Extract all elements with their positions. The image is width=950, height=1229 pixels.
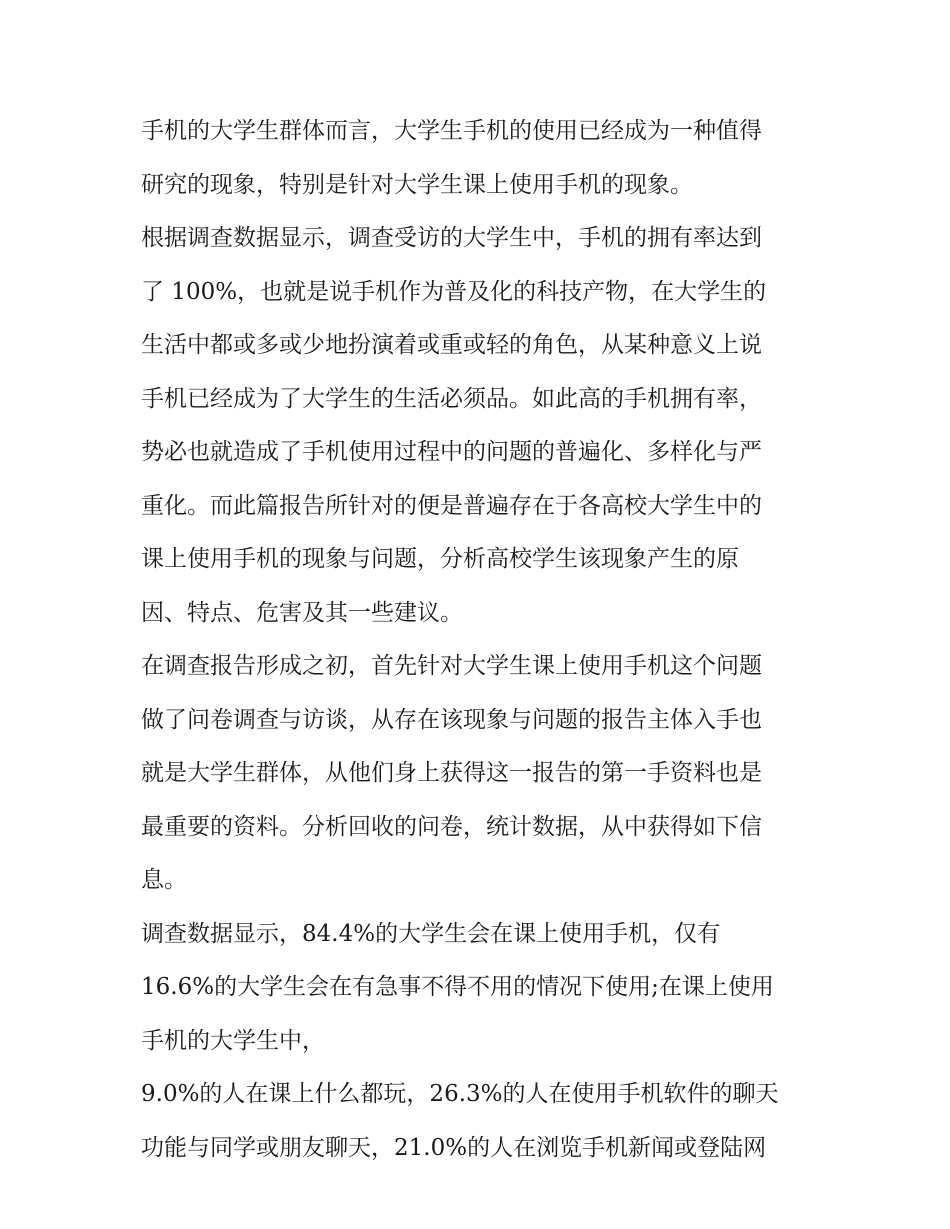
text-line: 生活中都或多或少地扮演着或重或轻的角色，从某种意义上说 [141,332,762,358]
text-line: 课上使用手机的现象与问题，分析高校学生该现象产生的原 [141,546,739,572]
text-line: 因、特点、危害及其一些建议。 [141,599,463,626]
text-line: 最重要的资料。分析回收的问卷，统计数据，从中获得如下信 [141,813,762,840]
text-line: 就是大学生群体，从他们身上获得这一报告的第一手资料也是 [141,760,762,786]
text-line: 在调查报告形成之初，首先针对大学生课上使用手机这个问题 [141,653,762,679]
text-line: 调查数据显示，84.4%的大学生会在课上使用手机，仅有 [141,920,721,947]
text-line: 手机的大学生中， [141,1027,325,1054]
text-line: 了 100%，也就是说手机作为普及化的科技产物，在大学生的 [141,278,767,305]
text-line: 9.0%的人在课上什么都玩，26.3%的人在使用手机软件的聊天 [141,1081,779,1107]
text-line: 息。 [141,867,187,893]
text-line: 16.6%的大学生会在有急事不得不用的情况下使用;在课上使用 [141,974,774,1000]
text-line: 手机的大学生群体而言，大学生手机的使用已经成为一种值得 [141,118,762,144]
text-line: 功能与同学或朋友聊天，21.0%的人在浏览手机新闻或登陆网 [141,1134,767,1161]
text-line: 研究的现象，特别是针对大学生课上使用手机的现象。 [141,171,693,198]
text-line: 势必也就造成了手机使用过程中的问题的普遍化、多样化与严 [141,439,762,465]
text-line: 重化。而此篇报告所针对的便是普遍存在于各高校大学生中的 [141,492,762,519]
text-line: 手机已经成为了大学生的生活必须品。如此高的手机拥有率， [141,385,762,412]
body-text [141,105,821,1175]
text-line: 做了问卷调查与访谈，从存在该现象与问题的报告主体入手也 [141,706,762,733]
text-line: 根据调查数据显示，调查受访的大学生中，手机的拥有率达到 [141,225,762,251]
